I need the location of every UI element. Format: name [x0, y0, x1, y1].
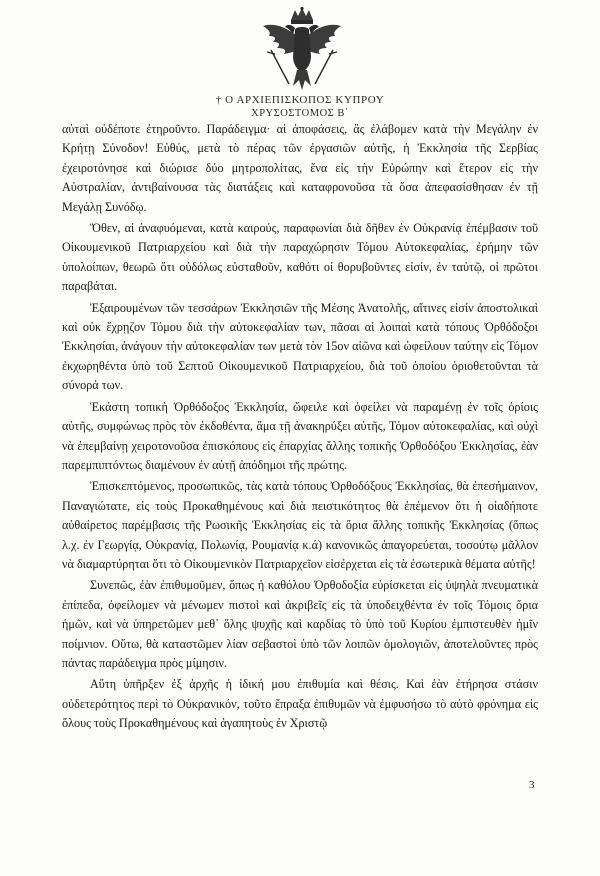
paragraph: Ἑκάστη τοπικὴ Ὀρθόδοξος Ἐκκλησία, ὤφειλε καὶ ὀφείλει νὰ παραμένῃ ἐν τοῖς ὁρίοις αὐτῆς, συμφώνως πρὸς τὸν ἐκδοθέντα, ἅμα τῇ ἀνακηρύξει αὐτῆς, Τόμον αὐτοκεφαλίας, καὶ οὐχὶ νὰ ἐπεμβαίνῃ χειροτονοῦσα ἐπισκόπους εἰς ἐπαρχίας ἄλλης τοπικῆς Ὀρθοδόξου Ἐκκλησίας, ἐὰν παρεμπιπτόντως διαμένουν ἐν αὐτῇ ἀπόδημοι τῆς πρώτης.	[62, 399, 538, 472]
paragraph: Ἐξαιρουμένων τῶν τεσσάρων Ἐκκλησιῶν τῆς Μέσης Ἀνατολῆς, αἵτινες εἰσίν ἀποστολικαὶ καὶ οὐκ ἔχρῃζον Τόμου διὰ τὴν αὐτοκεφαλίαν των, πᾶσαι αἱ λοιπαὶ κατὰ τόπους Ὀρθόδοξοι Ἐκκλησίαι, ἀνάγουν τὴν αὐτοκεφαλίαν των μετὰ τὸν 15ον αἰῶνα καὶ ὠφείλουν ταύτην εἰς Τόμον ἐκχωρηθέντα ὑπὸ τοῦ Σεπτοῦ Οἰκουμενικοῦ Πατριαρχείου, διὰ τοῦ ὁποίου ὁριοθετοῦνται τὰ σύνορά των.	[62, 300, 538, 393]
double-headed-eagle-emblem-icon	[257, 6, 347, 94]
paragraph: Ἐπισκεπτόμενος, προσωπικῶς, τὰς κατὰ τόπους Ὀρθοδόξους Ἐκκλησίας, θὰ ἐπεσήμαινον, Παναγιώτατε, εἰς τοὺς Προκαθημένους καὶ διὰ πειστικότητος θὰ ἐπέμενον ὅτι ἡ οἰαδήποτε αὐθαίρετος παρέμβασις τῆς Ρωσικῆς Ἐκκλησίας εἰς τὰ ὅρια ἄλλης τοπικῆς Ἐκκλησίας (ὅπως λ.χ. ἐν Γεωργίᾳ, Οὐκρανίᾳ, Πολωνίᾳ, Ρουμανίᾳ κ.ά) κανονικῶς ἀπαγορεύεται, τοσούτῳ μᾶλλον νὰ διαμαρτύρηται ὅτι τὸ Οἰκουμενικὸν Πατριαρχεῖον εἰσέρχεται εἰς τὰ ἐσωτερικὰ θέματα αὐτῆς!	[62, 479, 538, 571]
page-number: 3	[529, 779, 535, 791]
archbishop-name: ΧΡΥΣΟΣΤΟΜΟΣ Β΄	[251, 108, 349, 119]
paragraph: Συνεπῶς, ἐὰν ἐπιθυμοῦμεν, ὅπως ἡ καθόλου Ὀρθοδοξία εὑρίσκεται εἰς ὑψηλὰ πνευματικὰ ἐπίπεδα, ὀφείλομεν νὰ μένωμεν πιστοὶ καὶ ἀκριβεῖς εἰς τὰ ὑποδειχθέντα ἐν τοῖς Τόμοις ὅρια ἡμῶν, καὶ νὰ ὑπηρετῶμεν μεθ᾽ ὅλης ψυχῆς καὶ καρδίας τὸ ὑπὸ τοῦ Κυρίου ἐμπιστευθὲν ἡμῖν ποίμνιον. Οὕτω, θὰ καταστῶμεν λίαν σεβαστοὶ ὑπὸ τῶν λοιπῶν ὁμολογιῶν, ἀποτελοῦντες πρὸς πάντας παράδειγμα πρὸς μίμησιν.	[62, 578, 538, 670]
letter-body	[62, 120, 538, 736]
paragraph: Ὅθεν, αἱ ἀναφυόμεναι, κατὰ καιρούς, παραφωνίαι διὰ δῆθεν ἐν Οὐκρανίᾳ ἐπέμβασιν τοῦ Οἰκουμενικοῦ Πατριαρχείου καὶ διὰ τὴν παραχώρησιν Τόμου Αὐτοκεφαλίας, ἐρήμην τῶν ὑπολοίπων, θεωρῶ ὅτι οὐδόλως εὐσταθοῦν, καθότι οἱ θορυβοῦντες εἰσίν, ἐν ταὐτῷ, οἱ πρῶτοι παραβάται.	[62, 221, 538, 294]
paragraph: αὐταὶ οὐδέποτε ἐτηροῦντο. Παράδειγμα· αἱ ἀποφάσεις, ἃς ἐλάβομεν κατὰ τὴν Μεγάλην ἐν Κρήτῃ Σύνοδον! Εὐθύς, μετὰ τὸ πέρας τῶν ἐργασιῶν αὐτῆς, ἡ Ἐκκλησία τῆς Σερβίας ἐχειροτόνησε καὶ διώρισε δύο μητροπολίτας, ἕνα εἰς τὴν Εὐρώπην καὶ ἕτερον εἰς τὴν Αὐστραλίαν, ἀντιβαίνουσα τὰς διατάξεις καὶ καταφρονοῦσα τὰ ὅσα ἀπεφασίσθησαν ἐν τῇ Μεγάλῃ Συνόδῳ.	[62, 122, 538, 214]
paragraph: Αὕτη ὑπῆρξεν ἐξ ἀρχῆς ἡ ἰδική μου ἐπιθυμία καὶ θέσις. Καὶ ἐὰν ἐτήρησα στάσιν οὐδετερότητος περὶ τὸ Οὐκρανικόν, τοῦτο ἔπραξα ἐπιθυμῶν νὰ ἐμφυσήσω τὸ αὐτὸ φρόνημα εἰς ὅλους τοὺς Προκαθημένους καὶ ἀγαπητοὺς ἐν Χριστῷ	[62, 677, 538, 731]
archbishop-title: † Ο ΑΡΧΙΕΠΙΣΚΟΠΟΣ ΚΥΠΡΟΥ	[215, 94, 385, 106]
